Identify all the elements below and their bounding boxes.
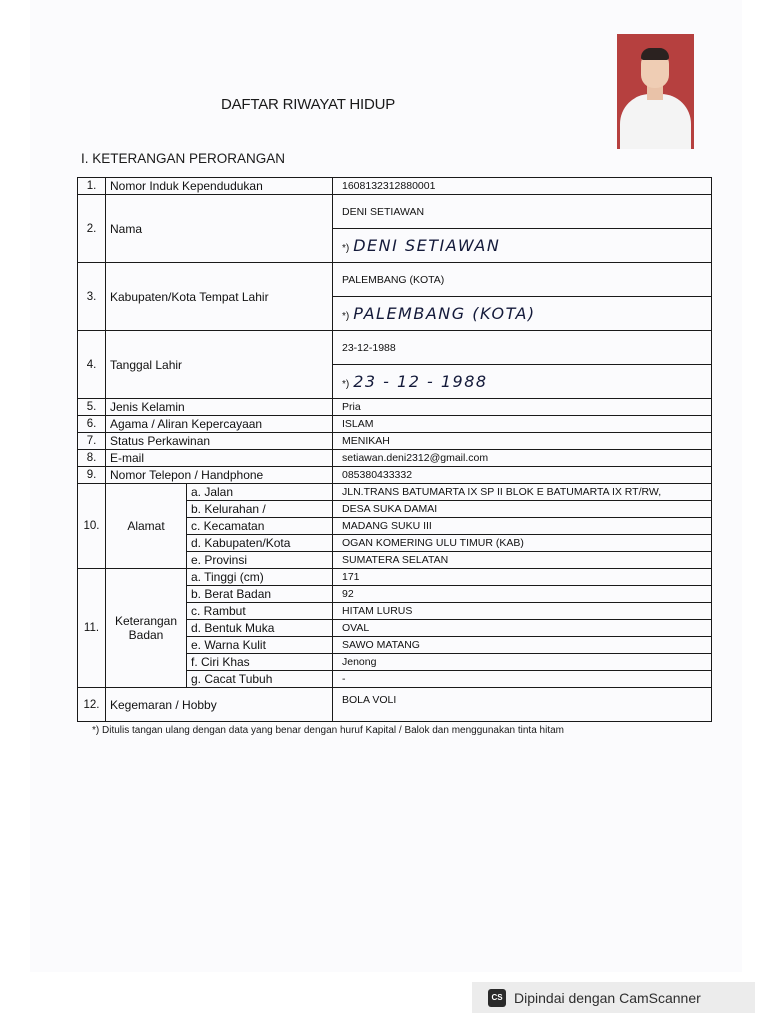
table-row — [78, 195, 712, 229]
profile-photo — [617, 34, 694, 149]
field-label: Nomor Induk Kependudukan — [106, 178, 333, 195]
sub-label: d. Kabupaten/Kota — [187, 535, 333, 552]
field-label: Agama / Aliran Kepercayaan — [106, 416, 333, 433]
field-label: Nama — [106, 195, 333, 263]
table-row — [78, 450, 712, 467]
field-label: Nomor Telepon / Handphone — [106, 467, 333, 484]
handwritten-value — [333, 365, 712, 399]
row-number: 4. — [78, 331, 106, 399]
field-value: MADANG SUKU III — [333, 518, 712, 535]
field-label: Status Perkawinan — [106, 433, 333, 450]
sub-label: d. Bentuk Muka — [187, 620, 333, 637]
sub-label: c. Rambut — [187, 603, 333, 620]
field-value: OGAN KOMERING ULU TIMUR (KAB) — [333, 535, 712, 552]
field-value: SAWO MATANG — [333, 637, 712, 654]
row-number: 10. — [78, 484, 106, 569]
field-value: BOLA VOLI — [333, 688, 712, 722]
table-row — [78, 688, 712, 722]
footnote-mark: *) — [342, 243, 350, 254]
table-row — [78, 263, 712, 297]
handwritten-value — [333, 229, 712, 263]
sub-label: b. Berat Badan — [187, 586, 333, 603]
row-number: 1. — [78, 178, 106, 195]
table-row — [78, 178, 712, 195]
field-value: Pria — [333, 399, 712, 416]
field-label: Keterangan Badan — [106, 569, 187, 688]
table-row — [78, 467, 712, 484]
field-value: 92 — [333, 586, 712, 603]
sub-label: a. Tinggi (cm) — [187, 569, 333, 586]
camscanner-logo-icon: CS — [488, 989, 506, 1007]
row-number: 8. — [78, 450, 106, 467]
footnote-mark: *) — [342, 311, 350, 322]
handwritten-text: DENI SETIAWAN — [353, 236, 501, 255]
handwritten-value — [333, 297, 712, 331]
field-label: Alamat — [106, 484, 187, 569]
footnote-mark: *) — [342, 379, 350, 390]
row-number: 2. — [78, 195, 106, 263]
field-value: DENI SETIAWAN — [333, 195, 712, 229]
field-label: Jenis Kelamin — [106, 399, 333, 416]
field-label: E-mail — [106, 450, 333, 467]
sub-label: a. Jalan — [187, 484, 333, 501]
table-row — [78, 569, 712, 586]
field-value: 1608132312880001 — [333, 178, 712, 195]
field-value: MENIKAH — [333, 433, 712, 450]
sub-label: f. Ciri Khas — [187, 654, 333, 671]
footnote: *) Ditulis tangan ulang dengan data yang benar dengan huruf Kapital / Balok dan menggunakan tinta hitam — [92, 725, 565, 736]
field-value: 23-12-1988 — [333, 331, 712, 365]
handwritten-text: PALEMBANG (KOTA) — [353, 304, 536, 323]
sub-label: c. Kecamatan — [187, 518, 333, 535]
table-row — [78, 484, 712, 501]
table-row — [78, 416, 712, 433]
row-number: 9. — [78, 467, 106, 484]
personal-info-table — [77, 177, 712, 722]
field-value: SUMATERA SELATAN — [333, 552, 712, 569]
field-value: setiawan.deni2312@gmail.com — [333, 450, 712, 467]
sub-label: g. Cacat Tubuh — [187, 671, 333, 688]
row-number: 11. — [78, 569, 106, 688]
field-label: Kegemaran / Hobby — [106, 688, 333, 722]
field-value: - — [333, 671, 712, 688]
row-number: 5. — [78, 399, 106, 416]
sub-label: b. Kelurahan / — [187, 501, 333, 518]
field-label: Tanggal Lahir — [106, 331, 333, 399]
row-number: 6. — [78, 416, 106, 433]
table-row — [78, 399, 712, 416]
section-title: I. KETERANGAN PERORANGAN — [81, 151, 286, 166]
handwritten-text: 23 - 12 - 1988 — [353, 372, 488, 391]
page-title: DAFTAR RIWAYAT HIDUP — [221, 96, 396, 113]
field-value: ISLAM — [333, 416, 712, 433]
field-value: JLN.TRANS BATUMARTA IX SP II BLOK E BATUMARTA IX RT/RW, — [333, 484, 712, 501]
field-value: 085380433332 — [333, 467, 712, 484]
field-value: DESA SUKA DAMAI — [333, 501, 712, 518]
field-value: Jenong — [333, 654, 712, 671]
field-value: OVAL — [333, 620, 712, 637]
camscanner-label: Dipindai dengan CamScanner — [514, 989, 701, 1006]
field-label: Kabupaten/Kota Tempat Lahir — [106, 263, 333, 331]
camscanner-watermark — [472, 982, 755, 1013]
table-row — [78, 433, 712, 450]
sub-label: e. Provinsi — [187, 552, 333, 569]
row-number: 3. — [78, 263, 106, 331]
row-number: 12. — [78, 688, 106, 722]
sub-label: e. Warna Kulit — [187, 637, 333, 654]
row-number: 7. — [78, 433, 106, 450]
field-value: 171 — [333, 569, 712, 586]
field-value: HITAM LURUS — [333, 603, 712, 620]
table-row — [78, 331, 712, 365]
field-value: PALEMBANG (KOTA) — [333, 263, 712, 297]
